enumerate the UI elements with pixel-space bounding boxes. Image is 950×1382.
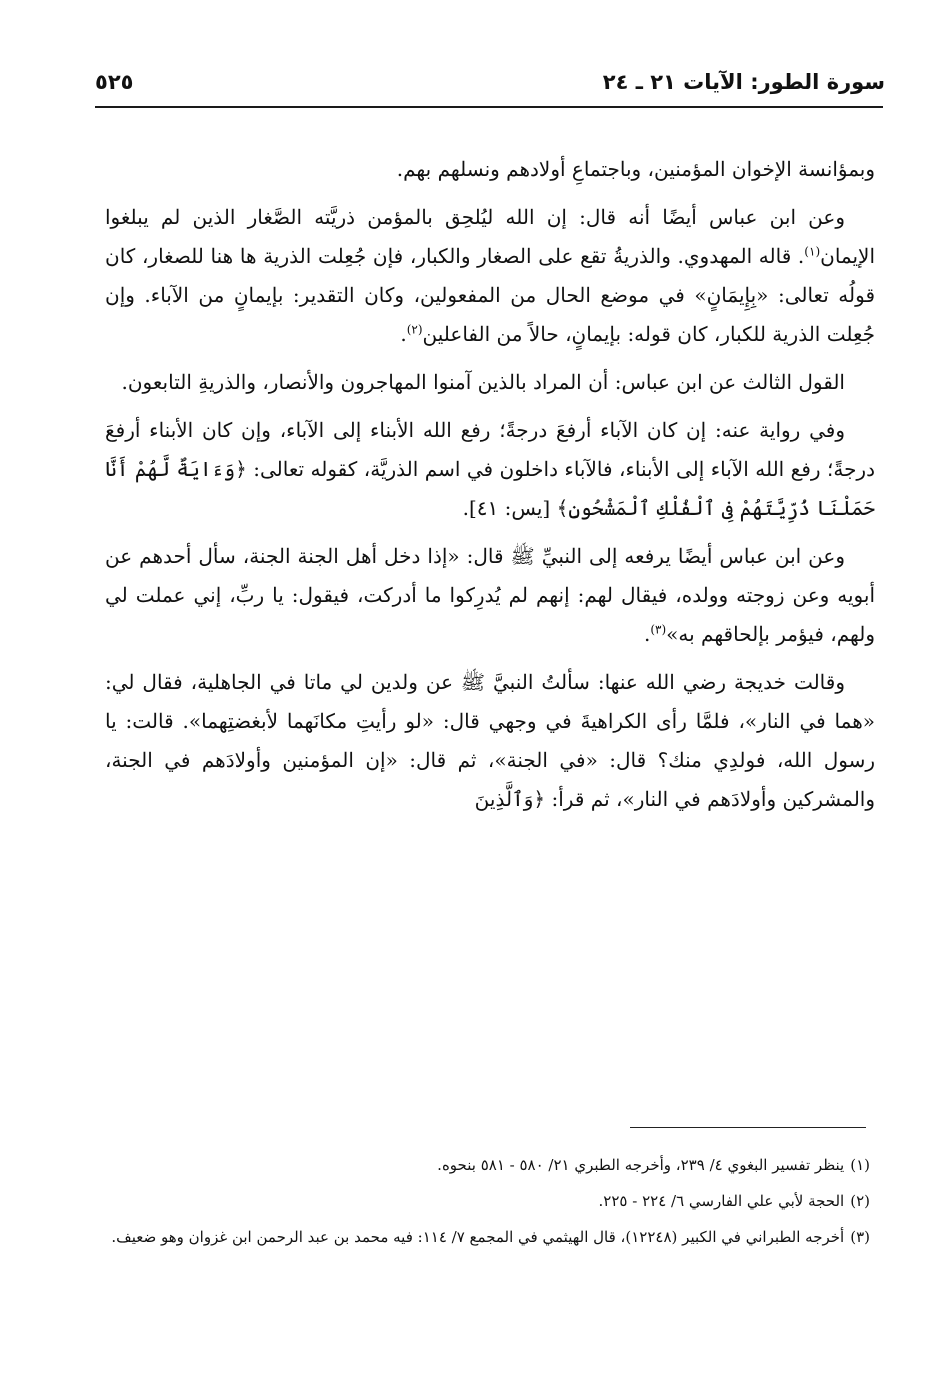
- footnote-marker: (١): [804, 244, 821, 259]
- paragraph-text: وعن ابن عباس أيضًا يرفعه إلى النبيِّ ﷺ قال: «إذا دخل أهل الجنة الجنة، سأل أحدهم عن أبويه وعن زوجته وولده، فيقال لهم: إنهم لم يُدرِكوا ما أدركت، فيقول: يا ربِّ، إني عملت لي ولهم، فيؤمر بإلحاقهم به»: [105, 544, 875, 646]
- footnote-number: (٢): [850, 1192, 870, 1210]
- footnote: [95, 1150, 870, 1180]
- paragraph-text: [يس: ٤١].: [462, 496, 557, 520]
- page-header: [95, 66, 885, 106]
- main-text: [105, 150, 875, 828]
- header-rule: [95, 106, 883, 108]
- footnote: [95, 1186, 870, 1216]
- paragraph-text: وقالت خديجة رضي الله عنها: سألتُ النبيَّ ﷺ عن ولدين لي ماتا في الجاهلية، فقال لي: «هما في النار»، فلمَّا رأى الكراهيةَ في وجهي قال: «لو رأيتِ مكانَهما لأبغضتِهما». قالت: يا رسول الله، فولدِي منك؟ قال: «في الجنة»، ثم قال: «إن المؤمنين وأولادَهم في الجنة، والمشركين وأولادَهم في النار»، ثم قرأ:: [105, 670, 875, 811]
- footnote-text: الحجة لأبي علي الفارسي ٦/ ٢٢٤ - ٢٢٥.: [598, 1192, 845, 1210]
- footnote-marker: (٢): [406, 322, 423, 337]
- footnote-number: (١): [850, 1156, 870, 1174]
- page-number: ٥٢٥: [95, 70, 134, 94]
- paragraph-text: القول الثالث عن ابن عباس: أن المراد بالذين آمنوا المهاجرون والأنصار، والذريةِ التابعون.: [121, 370, 845, 394]
- paragraph-text: . قاله المهدوي. والذريةُ تقع على الصغار والكبار، فإن جُعِلت الذرية ها هنا للصغار، كان قولُه تعالى: «بِإِيمَانٍ» في موضع الحال من المفعولين، وكان التقدير: بإيمانٍ من الآباء. وإن جُعِلت الذرية للكبار، كان قوله: بإيمانٍ، حالاً من الفاعلين: [105, 244, 876, 346]
- footnotes: [95, 1150, 870, 1258]
- footnote-text: ينظر تفسير البغوي ٤/ ٢٣٩، وأخرجه الطبري ٢١/ ٥٨٠ - ٥٨١ بنحوه.: [437, 1156, 845, 1174]
- paragraph: [105, 363, 875, 402]
- quran-verse: ﴿وَءَايَةٌ لَّهُمْ أَنَّا حَمَلْنَا ذُرِّيَّتَهُمْ فِى ٱلْفُلْكِ ٱلْمَشْحُونِ﴾: [105, 457, 875, 520]
- footnote-marker: (٣): [650, 622, 667, 637]
- footnote-text: أخرجه الطبراني في الكبير (١٢٢٤٨)، قال الهيثمي في المجمع ٧/ ١١٤: فيه محمد بن عبد الرحمن ابن غزوان وهو ضعيف.: [111, 1228, 845, 1246]
- paragraph-text: .: [400, 322, 407, 346]
- footnote-rule: [630, 1127, 866, 1128]
- paragraph-text: وفي رواية عنه: إن كان الآباء أرفعَ درجةً؛ رفع الله الأبناء إلى الآباء، وإن كان الأبناء أرفعَ درجةً؛ رفع الله الآباء إلى الأبناء، فالآباء داخلون في اسم الذريَّة، كقوله تعالى:: [105, 418, 875, 481]
- footnote-number: (٣): [850, 1228, 870, 1246]
- footnote: [95, 1222, 870, 1252]
- paragraph: [105, 150, 875, 189]
- paragraph: [105, 198, 875, 354]
- paragraph-text: وعن ابن عباس أيضًا أنه قال: إن الله ليُلحِق بالمؤمن ذريَّته الصَّغار الذين لم يبلغوا الإيمان: [105, 205, 875, 268]
- paragraph-text: وبمؤانسة الإخوان المؤمنين، وباجتماعِ أولادهم ونسلهم بهم.: [396, 157, 875, 181]
- paragraph: [105, 411, 875, 528]
- quran-verse: ﴿وَٱلَّذِينَ: [474, 787, 546, 811]
- paragraph: [105, 537, 875, 654]
- paragraph: [105, 663, 875, 819]
- running-title: سورة الطور: الآيات ٢١ ـ ٢٤: [602, 70, 885, 94]
- paragraph-text: .: [643, 622, 651, 646]
